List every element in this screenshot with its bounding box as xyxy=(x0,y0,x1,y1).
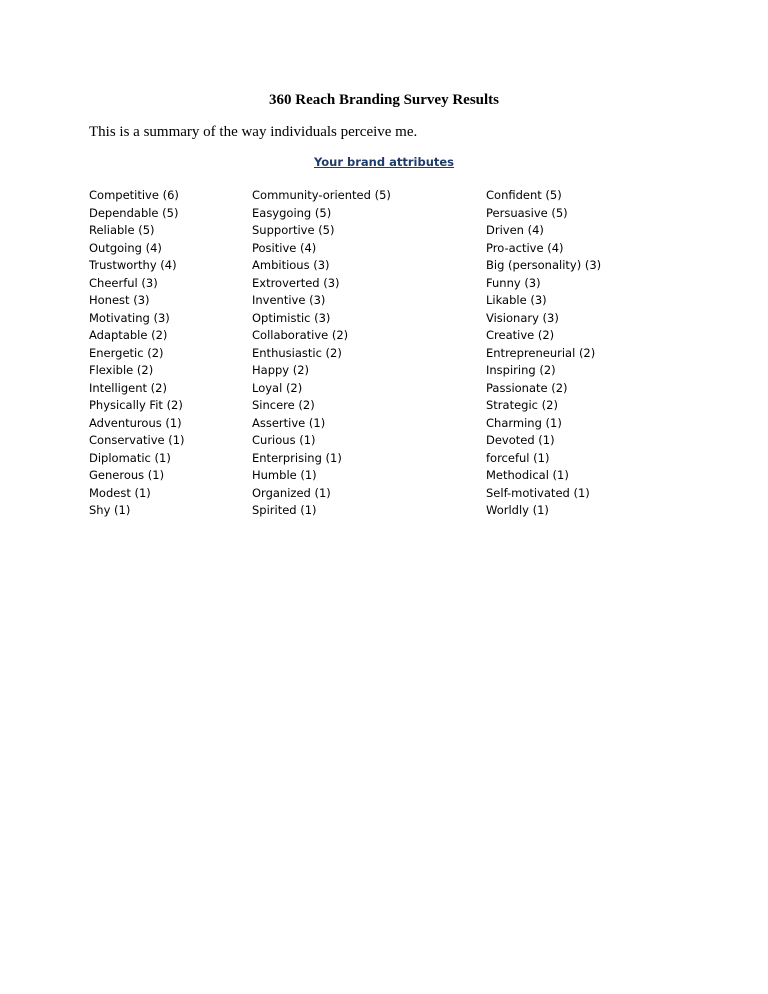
attribute-column-2 xyxy=(252,187,391,520)
attribute-item: Generous (1) xyxy=(89,468,165,482)
attribute-item: Visionary (3) xyxy=(486,310,559,325)
attribute-item: Enterprising (1) xyxy=(252,450,342,465)
attribute-item: Humble (1) xyxy=(252,468,317,482)
attribute-item: Entrepreneurial (2) xyxy=(486,345,596,360)
attribute-item: Energetic (2) xyxy=(89,345,164,360)
page-title: 360 Reach Branding Survey Results xyxy=(268,92,500,108)
attribute-item: Shy (1) xyxy=(89,503,131,517)
attribute-item: Sincere (2) xyxy=(252,398,315,412)
attribute-item: Trustworthy (4) xyxy=(89,258,177,272)
attribute-item: Assertive (1) xyxy=(252,415,326,430)
attribute-item: Organized (1) xyxy=(252,485,331,500)
attribute-item: Pro-active (4) xyxy=(486,240,564,255)
attribute-item: Driven (4) xyxy=(486,223,544,237)
attribute-item: Ambitious (3) xyxy=(252,258,330,272)
attribute-item: Devoted (1) xyxy=(486,433,555,447)
attribute-item: Funny (3) xyxy=(486,275,541,290)
attribute-item: Likable (3) xyxy=(486,293,547,307)
attribute-item: Motivating (3) xyxy=(89,310,170,325)
attribute-columns xyxy=(89,187,729,527)
attribute-item: Enthusiastic (2) xyxy=(252,345,342,360)
attribute-item: Intelligent (2) xyxy=(89,380,167,395)
attribute-item: Passionate (2) xyxy=(486,380,568,395)
attribute-item: Persuasive (5) xyxy=(486,205,568,220)
attribute-item: Supportive (5) xyxy=(252,223,335,237)
brand-attributes-heading[interactable]: Your brand attributes xyxy=(313,155,455,169)
attribute-item: Spirited (1) xyxy=(252,503,317,517)
attribute-item: Dependable (5) xyxy=(89,205,179,220)
summary-text: This is a summary of the way individuals perceive me. xyxy=(89,124,418,140)
attribute-item: Outgoing (4) xyxy=(89,240,162,255)
attribute-item: Methodical (1) xyxy=(486,468,569,482)
attribute-item: Strategic (2) xyxy=(486,398,558,412)
attribute-column-1 xyxy=(89,187,185,520)
attribute-item: Extroverted (3) xyxy=(252,275,340,290)
attribute-item: Charming (1) xyxy=(486,415,562,430)
attribute-item: Easygoing (5) xyxy=(252,205,332,220)
attribute-item: Adventurous (1) xyxy=(89,415,182,430)
attribute-item: forceful (1) xyxy=(486,450,550,465)
attribute-item: Creative (2) xyxy=(486,328,555,342)
attribute-item: Conservative (1) xyxy=(89,433,185,447)
attribute-item: Community-oriented (5) xyxy=(252,188,391,202)
attribute-item: Reliable (5) xyxy=(89,223,155,237)
attribute-item: Modest (1) xyxy=(89,485,151,500)
attribute-item: Big (personality) (3) xyxy=(486,258,602,272)
attribute-item: Competitive (6) xyxy=(89,188,179,202)
attribute-item: Inventive (3) xyxy=(252,293,326,307)
attribute-item: Confident (5) xyxy=(486,188,562,202)
attribute-item: Worldly (1) xyxy=(486,503,549,517)
attribute-item: Collaborative (2) xyxy=(252,328,349,342)
attribute-item: Loyal (2) xyxy=(252,380,303,395)
attribute-item: Adaptable (2) xyxy=(89,328,168,342)
attribute-column-3 xyxy=(486,187,601,520)
attribute-item: Curious (1) xyxy=(252,433,316,447)
attribute-item: Flexible (2) xyxy=(89,363,154,377)
attribute-item: Physically Fit (2) xyxy=(89,398,183,412)
attribute-item: Honest (3) xyxy=(89,293,150,307)
attribute-item: Optimistic (3) xyxy=(252,310,331,325)
attribute-item: Diplomatic (1) xyxy=(89,450,171,465)
attribute-item: Self-motivated (1) xyxy=(486,485,590,500)
attribute-item: Cheerful (3) xyxy=(89,275,158,290)
attribute-item: Inspiring (2) xyxy=(486,363,556,377)
attribute-item: Happy (2) xyxy=(252,363,310,377)
attribute-item: Positive (4) xyxy=(252,240,317,255)
